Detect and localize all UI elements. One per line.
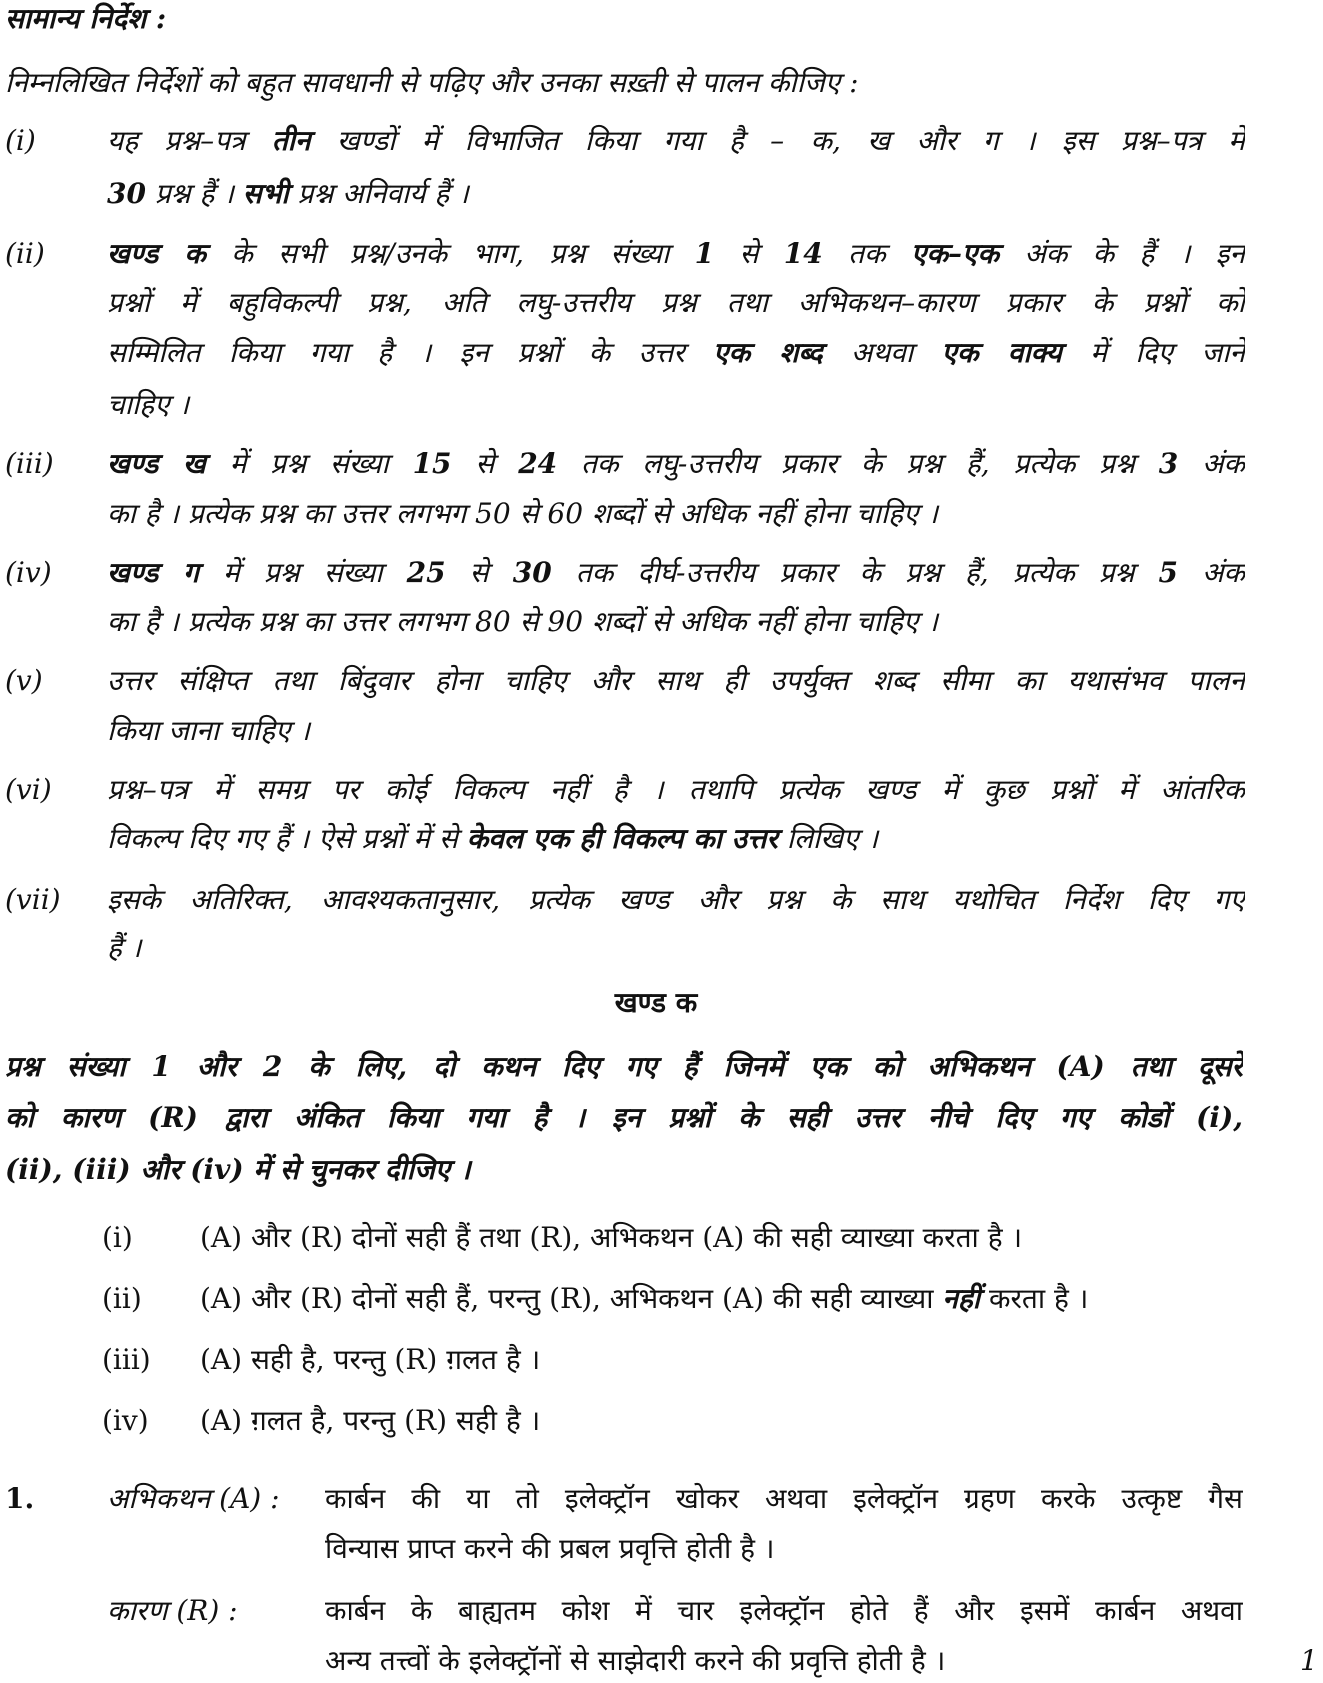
instruction-line: [107, 768, 1245, 812]
text-segment: से: [445, 556, 513, 589]
text-segment: 14: [783, 237, 823, 270]
instruction-line: [107, 659, 1245, 703]
instruction-line: [107, 119, 1245, 163]
text-segment: तक दीर्घ-उत्तरीय प्रकार के प्रश्न हैं, प्रत्येक प्रश्न: [551, 556, 1159, 589]
instruction-number: (iii): [5, 447, 54, 480]
text-segment: केवल एक ही विकल्प का उत्तर: [466, 822, 778, 855]
assertion-label: अभिकथन (A) :: [107, 1482, 280, 1515]
text-segment: खण्ड ख: [107, 447, 206, 480]
instruction-number: (i): [5, 124, 36, 157]
text-segment: का है । प्रत्येक प्रश्न का उत्तर लगभग 80 से 90 शब्दों से अधिक नहीं होना चाहिए ।: [107, 605, 938, 638]
instruction-number: (vi): [5, 773, 52, 806]
instruction-line: [107, 878, 1245, 922]
section-title: खण्ड क: [614, 986, 698, 1019]
text-segment: कार्बन की या तो इलेक्ट्रॉन खोकर अथवा इलेक्ट्रॉन ग्रहण करके उत्कृष्ट गैस: [325, 1482, 1243, 1515]
text-segment: का है । प्रत्येक प्रश्न का उत्तर लगभग 50 से 60 शब्दों से अधिक नहीं होना चाहिए ।: [107, 497, 938, 530]
text-segment: प्रश्न–पत्र में समग्र पर कोई विकल्प नहीं है । तथापि प्रत्येक खण्ड में कुछ प्रश्नों में आंतरिक: [107, 773, 1245, 806]
instruction-number: (ii): [5, 237, 45, 270]
text-segment: अंक: [1178, 447, 1245, 480]
text-segment: कार्बन के बाह्यतम कोश में चार इलेक्ट्रॉन होते हैं और इसमें कार्बन अथवा: [325, 1594, 1243, 1627]
instruction-line: [107, 709, 310, 753]
text-segment: अंक के हैं । इन: [998, 237, 1245, 270]
instruction-line: [107, 817, 878, 861]
text-segment: प्रश्न हैं ।: [145, 177, 243, 210]
instruction-number: (vii): [5, 883, 61, 916]
text-segment: (A) और (R) दोनों सही हैं तथा (R), अभिकथन (A) की सही व्याख्या करता है ।: [200, 1221, 1023, 1254]
text-segment: 30: [107, 177, 146, 210]
text-segment: खण्ड क: [107, 237, 206, 270]
section-note-line: [5, 1045, 1243, 1089]
answer-code-number: (ii): [102, 1282, 142, 1315]
question-number: 1.: [5, 1482, 35, 1515]
reason-text: [325, 1639, 945, 1683]
answer-code-number: (iii): [102, 1343, 151, 1376]
text-segment: खण्ड ग: [107, 556, 199, 589]
text-segment: प्रश्न अनिवार्य हैं ।: [288, 177, 469, 210]
text-segment: (ii), (iii) और (iv) में से चुनकर दीजिए ।: [5, 1153, 471, 1186]
text-segment: विकल्प दिए गए हैं । ऐसे प्रश्नों में से: [107, 822, 467, 855]
text-segment: प्रश्नों में बहुविकल्पी प्रश्न, अति लघु-उत्तरीय प्रश्न तथा अभिकथन–कारण प्रकार के प्रश्नों को: [107, 286, 1245, 319]
text-segment: नहीं: [942, 1282, 981, 1315]
text-segment: (A) ग़लत है, परन्तु (R) सही है ।: [200, 1404, 541, 1437]
text-segment: में प्रश्न संख्या: [198, 556, 407, 589]
text-segment: 1: [694, 237, 715, 270]
instruction-line: [107, 331, 1245, 375]
text-segment: से: [714, 237, 784, 270]
text-segment: एक वाक्य: [941, 336, 1062, 369]
text-segment: 25: [406, 556, 446, 589]
section-note-line: [5, 1096, 1243, 1140]
instruction-line: [107, 383, 189, 427]
text-segment: 3: [1158, 447, 1179, 480]
reason-text: [325, 1589, 1243, 1633]
section-note-line: [5, 1148, 471, 1192]
text-segment: 30: [512, 556, 552, 589]
answer-code-number: (i): [102, 1221, 133, 1254]
text-segment: में दिए जाने: [1061, 336, 1245, 369]
text-segment: सभी: [242, 177, 289, 210]
text-segment: उत्तर संक्षिप्त तथा बिंदुवार होना चाहिए और साथ ही उपर्युक्त शब्द सीमा का यथासंभव पालन: [107, 664, 1245, 697]
text-segment: तक लघु-उत्तरीय प्रकार के प्रश्न हैं, प्रत्येक प्रश्न: [557, 447, 1159, 480]
instruction-number: (v): [5, 664, 43, 697]
text-segment: सम्मिलित किया गया है । इन प्रश्नों के उत्तर: [107, 336, 714, 369]
text-segment: से: [451, 447, 519, 480]
text-segment: 24: [518, 447, 558, 480]
text-segment: लिखिए ।: [777, 822, 879, 855]
text-segment: को कारण (R) द्वारा अंकित किया गया है । इन प्रश्नों के सही उत्तर नीचे दिए गए कोडों (i),: [5, 1101, 1243, 1134]
text-segment: किया जाना चाहिए ।: [107, 714, 311, 747]
text-segment: प्रश्न संख्या 1 और 2 के लिए, दो कथन दिए गए हैं जिनमें एक को अभिकथन (A) तथा दूसरे: [5, 1050, 1243, 1083]
text-segment: तीन: [271, 124, 311, 157]
instruction-line: [107, 232, 1245, 276]
assertion-text: [325, 1477, 1243, 1521]
text-segment: करता है ।: [980, 1282, 1089, 1315]
text-segment: इसके अतिरिक्त, आवश्यकतानुसार, प्रत्येक खण्ड और प्रश्न के साथ यथोचित निर्देश दिए गए: [107, 883, 1245, 916]
answer-code-text: [200, 1338, 540, 1382]
instruction-line: [107, 600, 938, 644]
text-segment: खण्डों में विभाजित किया गया है – क, ख और ग । इस प्रश्न–पत्र में: [310, 124, 1245, 157]
text-segment: एक शब्द: [713, 336, 823, 369]
instruction-line: [107, 551, 1245, 595]
answer-code-text: [200, 1216, 1022, 1260]
text-segment: अंक: [1178, 556, 1245, 589]
text-segment: 15: [412, 447, 452, 480]
reason-label: कारण (R) :: [107, 1594, 238, 1627]
text-segment: चाहिए ।: [107, 388, 190, 421]
instructions-intro: निम्नलिखित निर्देशों को बहुत सावधानी से पढ़िए और उनका सख़्ती से पालन कीजिए :: [5, 66, 859, 99]
text-segment: (A) सही है, परन्तु (R) ग़लत है ।: [200, 1343, 541, 1376]
instruction-line: [107, 172, 469, 216]
text-segment: के सभी प्रश्न/उनके भाग, प्रश्न संख्या: [205, 237, 695, 270]
text-segment: एक–एक: [910, 237, 999, 270]
text-segment: तक: [822, 237, 911, 270]
text-segment: हैं ।: [107, 931, 142, 964]
answer-code-text: [200, 1277, 1088, 1321]
text-segment: में प्रश्न संख्या: [205, 447, 413, 480]
text-segment: विन्यास प्राप्त करने की प्रबल प्रवृत्ति होती है ।: [325, 1532, 775, 1565]
text-segment: यह प्रश्न–पत्र: [107, 124, 272, 157]
question-marks: 1: [1300, 1644, 1318, 1677]
instruction-line: [107, 442, 1245, 486]
text-segment: अन्य तत्त्वों के इलेक्ट्रॉनों से साझेदारी करने की प्रवृत्ति होती है ।: [325, 1644, 946, 1677]
text-segment: अथवा: [822, 336, 942, 369]
instruction-line: [107, 926, 141, 970]
instruction-line: [107, 281, 1245, 325]
answer-code-number: (iv): [102, 1404, 149, 1437]
assertion-text: [325, 1527, 775, 1571]
text-segment: (A) और (R) दोनों सही हैं, परन्तु (R), अभिकथन (A) की सही व्याख्या: [200, 1282, 943, 1315]
instruction-number: (iv): [5, 556, 52, 589]
text-segment: 5: [1158, 556, 1179, 589]
general-instructions-title: सामान्य निर्देश :: [5, 2, 167, 35]
instruction-line: [107, 492, 938, 536]
answer-code-text: [200, 1399, 540, 1443]
